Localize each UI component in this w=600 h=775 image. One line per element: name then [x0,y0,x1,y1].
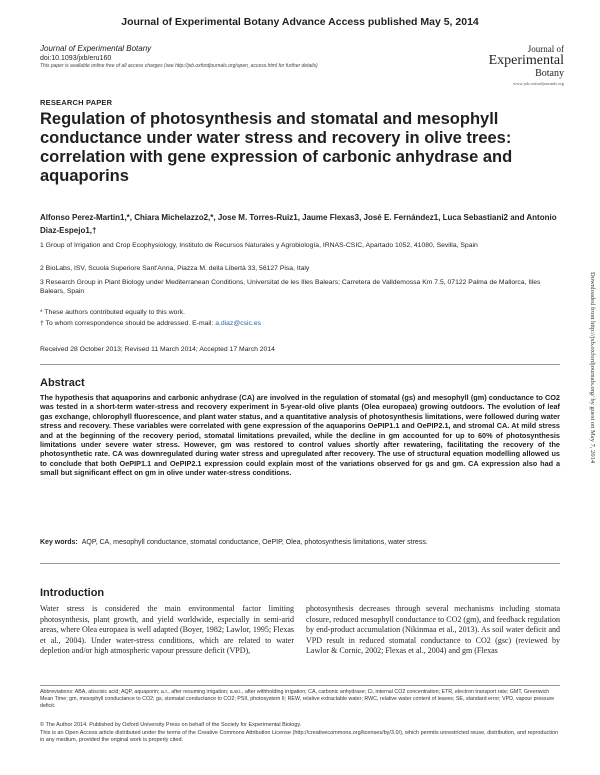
introduction-column-2: photosynthesis decreases through several mechanisms including stomata closure, reduced mesophyll conductance to CO2 (gm), and feedback regulation by end-product accumulation (Nikinmaa et al., 2013). As soil water deficit and VPD result in reduced stomatal conductance to CO2 (gsc) (reviewed by Lawlor & Cornic, 2002; Flexas et al., 2004) and gm (Flexas [306,604,560,655]
divider [40,563,560,564]
divider [40,364,560,365]
equal-contribution-note: * These authors contributed equally to this work. [40,309,185,316]
logo-url: www.jxb.oxfordjournals.org [513,81,564,86]
article-type: RESEARCH PAPER [40,98,113,107]
open-access-note: This paper is available online free of all access charges (see http://jxb.oxfordjournals.org/open_access.html for further details) [40,63,318,69]
author-list: Alfonso Perez-Martin1,*, Chiara Michelazzo2,*, Jose M. Torres-Ruiz1, Jaume Flexas3, José E. Fernández1, Luca Sebastiani2 and Antonio Diaz-Espejo1,† [40,213,557,235]
divider [40,685,560,686]
abstract-heading: Abstract [40,377,85,389]
correspondence-note [40,319,261,329]
journal-name: Journal of Experimental Botany [40,44,152,53]
article-title: Regulation of photosynthesis and stomatal and mesophyll conductance under water stress and recovery in olive trees: correlation with gene expression of carbonic anhydrase and aquaporins [40,110,513,185]
copyright: © The Author 2014. Published by Oxford University Press on behalf of the Society for Experimental Biology. [40,722,302,728]
doi: doi:10.1093/jxb/eru160 [40,55,112,62]
affiliation-2: 2 BioLabs, ISV, Scuola Superiore Sant'Anna, Piazza M. della Libertà 33, 56127 Pisa, Italy [40,265,310,272]
affiliation-3: 3 Research Group in Plant Biology under Mediterranean Conditions, Universitat de les Illes Balears; Carretera de Valldemossa Km 7.5, 07122 Palma de Mallorca, Illes Balears, Spain [40,279,541,295]
logo-line-3: Botany [535,68,564,79]
license-text: This is an Open Access article distributed under the terms of the Creative Commons Attribution License (http://creativecommons.org/licenses/by/3.0/), which permits unrestricted reuse, distribution, and reproduction in any medium, provided the original work is properly cited. [40,729,559,743]
logo-line-1: Journal of [527,44,564,54]
keywords [40,538,560,547]
abbreviations: Abbreviations: ABA, abscisic acid; AQP, aquaporin; a.r., after resuming irrigation; a.w.i., after withholding irrigation; CA, carbonic anhydrase; Ci, internal CO2 concentration; ETR, electron transport rate; GMT, Greenwich Mean Time; gm, mesophyll conductance to CO2; gs, stomatal conductance to CO2; PSII, photosystem II; REW, relative extractable water; RWC, relative water content of leaves; SE, standard error; VPD, vapour pressure deficit. [40,689,555,709]
journal-logo [464,44,564,86]
keywords-text: AQP, CA, mesophyll conductance, stomatal conductance, OePIP, Olea, photosynthesis limitations, water stress. [81,539,428,546]
introduction-heading: Introduction [40,587,105,599]
download-watermark [586,272,596,672]
keywords-label: Key words: [40,539,78,546]
correspondence-label: † To whom correspondence should be addressed. E-mail: [40,320,214,327]
received-dates: Received 28 October 2013; Revised 11 March 2014; Accepted 17 March 2014 [40,346,275,353]
download-note[interactable]: Downloaded from http://jxb.oxfordjournals.org/ by guest on May 7, 2014 [589,272,596,464]
journal-banner: Journal of Experimental Botany Advance Access published May 5, 2014 [121,16,479,28]
license-footer [40,722,560,745]
email-link[interactable]: a.diaz@csic.es [215,320,261,327]
abstract-text: The hypothesis that aquaporins and carbonic anhydrase (CA) are involved in the regulation of stomatal (gs) and mesophyll (gm) conductance to CO2 was tested in a short-term water-stress and recovery experiment in 5-year-old olive plants (Olea europaea) growing outdoors. The evolution of leaf gas exchange, chlorophyll fluorescence, and plant water status, and a quantitative analysis of photosynthesis limitations, were followed during water stress and recovery. These variables were correlated with gene expression of the aquaporins OePIP1.1 and OePIP2.1, and stromal CA. At mild stress and at the beginning of the recovery period, stomatal limitations prevailed, while the decline in gm accounted for up to 60% of photosynthesis limitations under severe water stress. However, gm was restored to control values shortly after rewatering, facilitating the recovery of the photosynthetic rate. CA was downregulated during water stress and upregulated after recovery. The use of structural equation modelling allowed us to conclude that both OePIP1.1 and OePIP2.1 expression could explain most of the variations observed for gs and gm. CA expression also had a small but significant effect on gm in olive under water-stress conditions. [40,393,560,478]
logo-line-2: Experimental [488,53,564,68]
introduction-column-1: Water stress is considered the main environmental factor limiting photosynthesis, plant growth, and yield worldwide, especially in semi-arid areas, where Olea europaea is well adapted (Boyer, 1982; Lawlor, 1995; Flexas et al., 2004). Under water-stress conditions, which are related to water depletion and/or high atmospheric vapour pressure deficit (VPD), [40,604,294,655]
affiliation-1: 1 Group of Irrigation and Crop Ecophysiology, Instituto de Recursos Naturales y Agrobiología, IRNAS-CSIC, Apartado 1052, 41080, Sevilla, Spain [40,242,478,249]
